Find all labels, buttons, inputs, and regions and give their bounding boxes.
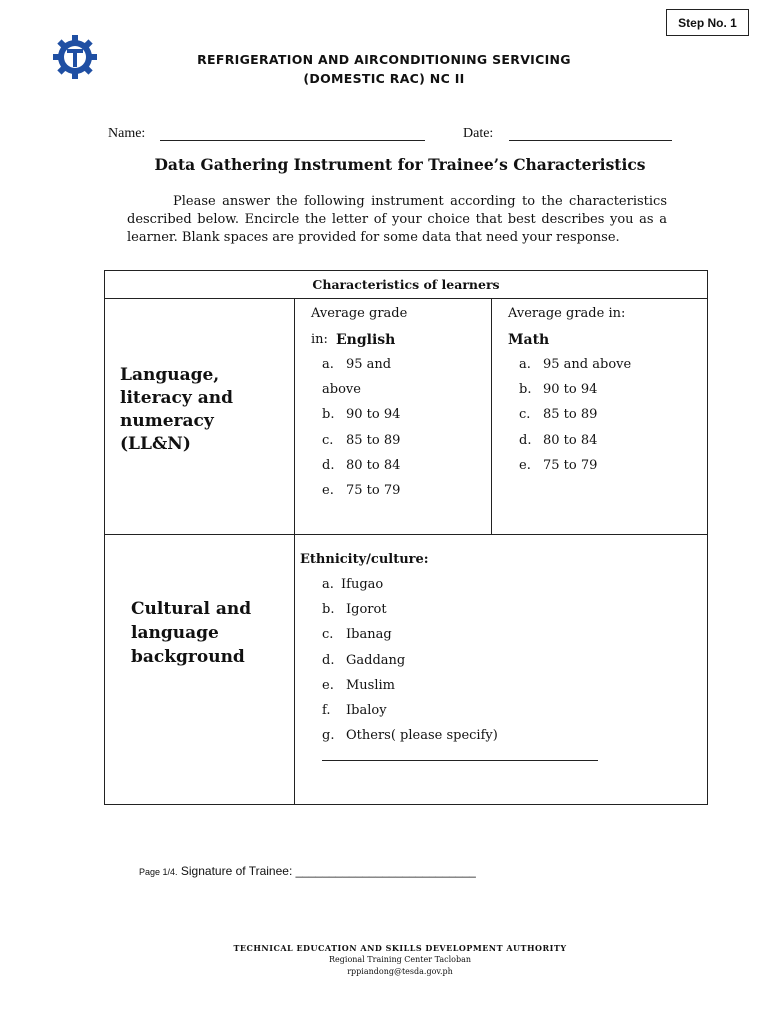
instructions-paragraph: Please answer the following instrument according to the characteristics described below. Encircle the letter of your choice that best describes you as a learner. Blank spaces are provided for some data that need your response. bbox=[127, 194, 667, 245]
english-option-letter[interactable]: c. bbox=[322, 433, 334, 448]
english-option-text: above bbox=[322, 382, 361, 397]
math-option-letter[interactable]: d. bbox=[519, 433, 532, 448]
english-option-letter[interactable]: a. bbox=[322, 357, 334, 372]
table-header: Characteristics of learners bbox=[312, 276, 500, 292]
table-divider bbox=[294, 298, 295, 805]
signature-label: Signature of Trainee: bbox=[180, 864, 293, 878]
table-border bbox=[104, 270, 708, 805]
table-divider bbox=[491, 298, 492, 534]
ethnicity-option-letter[interactable]: f. bbox=[322, 703, 331, 718]
footer-center: Regional Training Center Tacloban bbox=[329, 955, 471, 964]
math-option-text: 80 to 84 bbox=[543, 433, 598, 448]
table-divider bbox=[104, 298, 708, 299]
others-specify-field[interactable] bbox=[322, 760, 598, 761]
header-title: REFRIGERATION AND AIRCONDITIONING SERVICING bbox=[197, 52, 571, 67]
math-option-letter[interactable]: b. bbox=[519, 382, 532, 397]
ethnicity-option-letter[interactable]: d. bbox=[322, 653, 335, 668]
ethnicity-option-text: Muslim bbox=[346, 678, 395, 693]
category-lln: Language, literacy and numeracy (LL&N) bbox=[120, 365, 233, 454]
date-label: Date: bbox=[463, 126, 494, 141]
characteristics-table bbox=[104, 270, 708, 805]
ethnicity-option-text: Ifugao bbox=[341, 577, 384, 592]
page-number: Page 1/4. bbox=[139, 867, 178, 877]
english-option-letter[interactable]: e. bbox=[322, 483, 334, 498]
math-option-letter[interactable]: a. bbox=[519, 357, 531, 372]
form-title: Data Gathering Instrument for Trainee’s Characteristics bbox=[154, 155, 646, 174]
ethnicity-option-letter[interactable]: b. bbox=[322, 602, 335, 617]
math-option-letter[interactable]: e. bbox=[519, 458, 531, 473]
ethnicity-option-text: Ibanag bbox=[346, 627, 392, 642]
english-option-letter[interactable]: b. bbox=[322, 407, 335, 422]
ethnicity-option-letter[interactable]: c. bbox=[322, 627, 334, 642]
math-prefix: Average grade in: bbox=[508, 306, 626, 321]
english-subject: English bbox=[336, 332, 396, 348]
header-subtitle: (DOMESTIC RAC) NC II bbox=[303, 71, 465, 86]
math-option-text: 90 to 94 bbox=[543, 382, 598, 397]
english-option-text: 75 to 79 bbox=[346, 483, 401, 498]
name-field[interactable] bbox=[160, 140, 425, 141]
math-option-text: 85 to 89 bbox=[543, 407, 598, 422]
step-number-box: Step No. 1 bbox=[666, 9, 749, 36]
signature-field[interactable]: ___________________________ bbox=[295, 864, 476, 878]
ethnicity-option-letter[interactable]: g. bbox=[322, 728, 335, 743]
math-subject: Math bbox=[508, 332, 550, 348]
english-prefix2: in: bbox=[311, 332, 328, 347]
ethnicity-option-text: Igorot bbox=[346, 602, 387, 617]
english-option-text: 90 to 94 bbox=[346, 407, 401, 422]
english-option-text: 80 to 84 bbox=[346, 458, 401, 473]
footer-email: rppiandong@tesda.gov.ph bbox=[347, 967, 453, 976]
date-field[interactable] bbox=[509, 140, 672, 141]
footer-org: TECHNICAL EDUCATION AND SKILLS DEVELOPMENT AUTHORITY bbox=[233, 943, 567, 953]
ethnicity-option-letter[interactable]: e. bbox=[322, 678, 334, 693]
ethnicity-question: Ethnicity/culture: bbox=[300, 552, 429, 567]
math-option-letter[interactable]: c. bbox=[519, 407, 531, 422]
math-option-text: 95 and above bbox=[543, 357, 632, 372]
ethnicity-option-text: Ibaloy bbox=[346, 703, 387, 718]
ethnicity-option-text: Gaddang bbox=[346, 653, 406, 668]
signature-area bbox=[139, 864, 476, 878]
math-option-text: 75 to 79 bbox=[543, 458, 598, 473]
category-cultural: Cultural and language background bbox=[131, 599, 252, 667]
ethnicity-option-text: Others( please specify) bbox=[346, 728, 498, 743]
english-prefix: Average grade bbox=[311, 306, 408, 321]
ethnicity-option-letter[interactable]: a. bbox=[322, 577, 334, 592]
name-label: Name: bbox=[108, 126, 146, 141]
english-option-text: 85 to 89 bbox=[346, 433, 401, 448]
table-divider bbox=[104, 534, 708, 535]
english-option-text: 95 and bbox=[346, 357, 392, 372]
english-option-letter[interactable]: d. bbox=[322, 458, 335, 473]
